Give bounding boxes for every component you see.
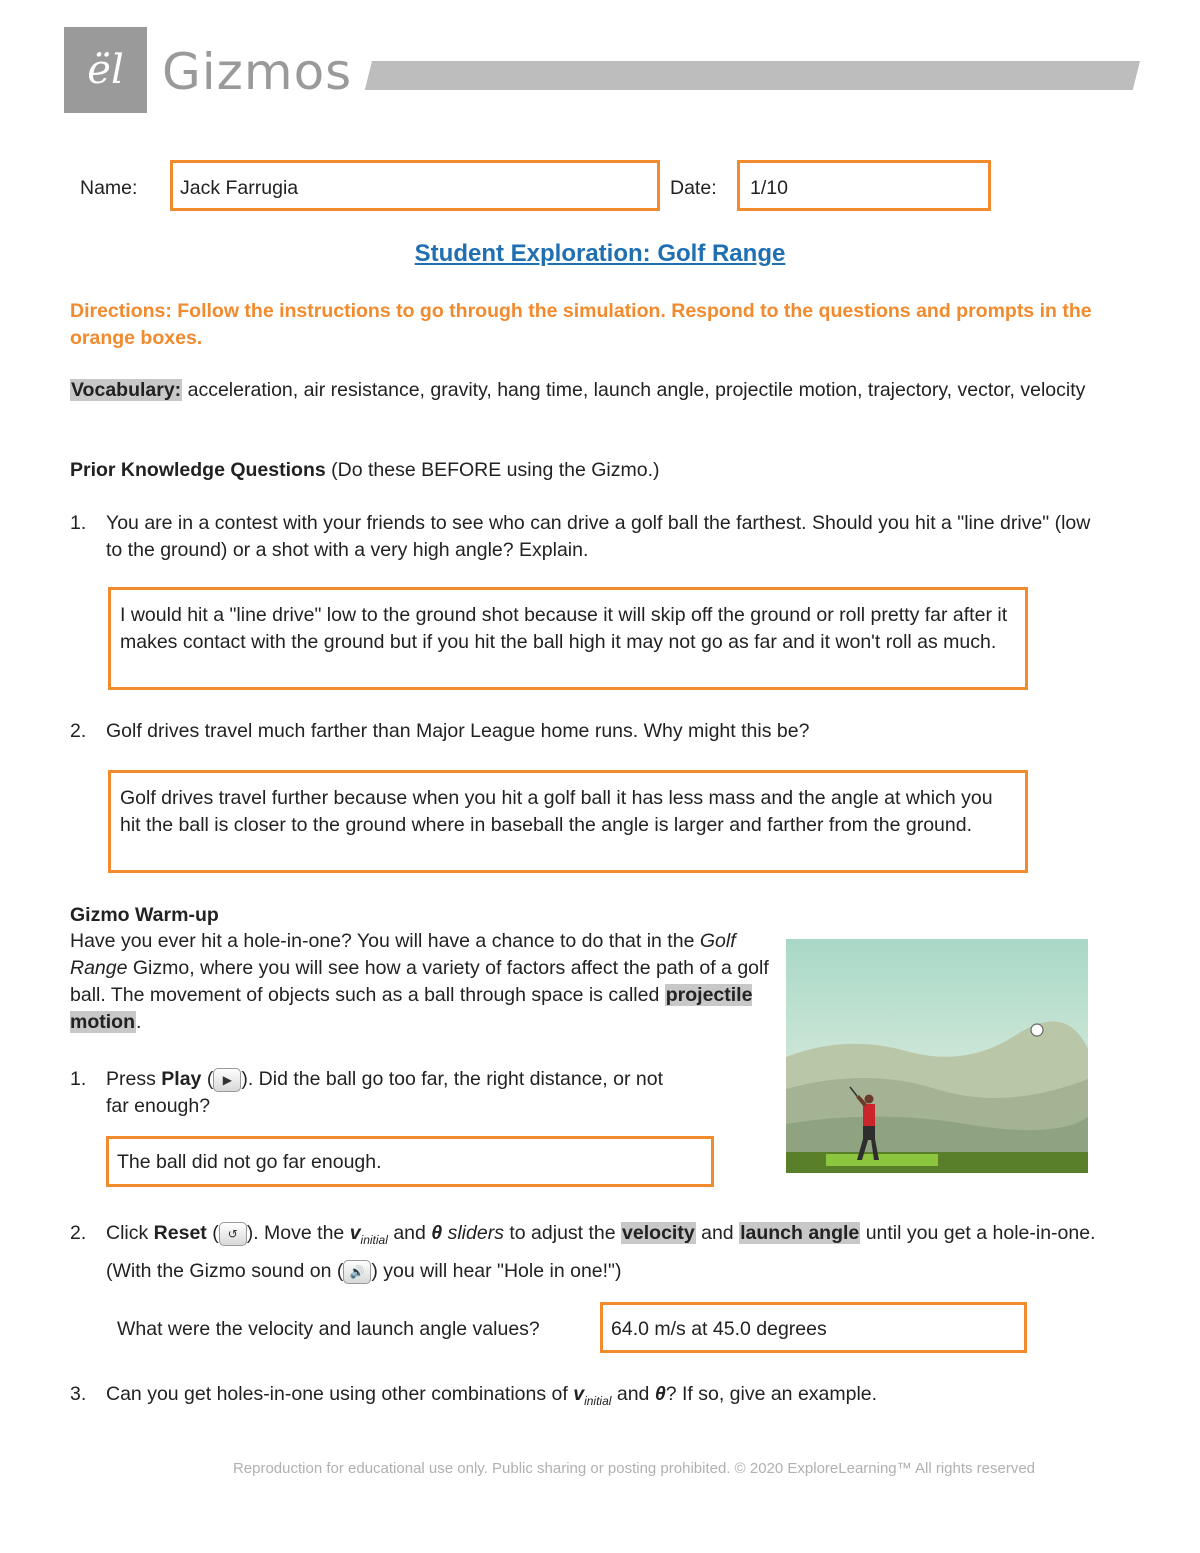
warmup-q3-sub: initial xyxy=(584,1393,612,1408)
warmup-q1-play: Play xyxy=(161,1068,202,1090)
warmup-q3-theta: θ xyxy=(654,1383,666,1405)
prior-q1-text: You are in a contest with your friends to see who can drive a golf ball the farthest. Should you hit a "line drive" (low to the ground) or a shot with a very high angle? Explain. xyxy=(106,512,1091,561)
warmup-q3-and: and xyxy=(616,1383,650,1405)
warmup-q3-part2: ? If so, give an example. xyxy=(665,1383,878,1405)
page-title: Student Exploration: Golf Range xyxy=(414,240,786,267)
warmup-a1-text: The ball did not go far enough. xyxy=(117,1151,382,1173)
logo-glyph: ël xyxy=(87,47,124,93)
prior-q2-text: Golf drives travel much farther than Major League home runs. Why might this be? xyxy=(106,720,810,742)
header-bar xyxy=(365,61,1140,90)
warmup-q3-text xyxy=(106,1381,1106,1415)
reset-icon: ↺ xyxy=(219,1222,247,1246)
golf-range-illustration xyxy=(786,939,1088,1173)
warmup-q2-velocity: velocity xyxy=(622,1222,695,1244)
vocabulary-terms: acceleration, air resistance, gravity, hang time, launch angle, projectile motion, trajectory, vector, velocity xyxy=(187,379,1086,401)
warmup-q1-part1: Press xyxy=(106,1068,156,1090)
warmup-heading: Gizmo Warm-up xyxy=(70,904,219,926)
warmup-a1-box[interactable] xyxy=(106,1136,714,1187)
warmup-q3-number: 3. xyxy=(70,1383,87,1405)
warmup-a2-box[interactable] xyxy=(600,1302,1027,1353)
date-value: 1/10 xyxy=(750,177,788,199)
tee-mat xyxy=(826,1154,938,1166)
prior-q1-number: 1. xyxy=(70,512,87,534)
warmup-q2-and: and xyxy=(393,1222,426,1244)
golf-ball xyxy=(1031,1024,1043,1036)
warmup-q2-launch-angle: launch angle xyxy=(740,1222,860,1244)
warmup-q2-prompt: What were the velocity and launch angle values? xyxy=(117,1318,540,1340)
brand-name: Gizmos xyxy=(162,43,353,101)
warmup-q2-number: 2. xyxy=(70,1222,87,1244)
directions: Directions: Follow the instructions to go through the simulation. Respond to the questions and prompts in the orange boxes. xyxy=(70,300,1092,349)
prior-knowledge-heading xyxy=(70,457,660,484)
warmup-q2-part3: to adjust the xyxy=(509,1222,616,1244)
warmup-q2-v: v xyxy=(349,1222,361,1244)
vocabulary xyxy=(70,377,1130,404)
warmup-q2-sub: initial xyxy=(360,1232,388,1247)
sound-icon: 🔊 xyxy=(343,1260,371,1284)
warmup-q3-part1: Can you get holes-in-one using other combinations of xyxy=(106,1383,568,1405)
warmup-intro-gizmo: Golf Range xyxy=(70,930,736,979)
warmup-q2-part4: until you get a hole-in-one. (With the Gizmo sound on ( xyxy=(106,1222,1096,1282)
warmup-intro-part2: Gizmo, where you will see how a variety of factors affect the path of a golf ball. The movement of objects such as a ball through space is called xyxy=(70,957,769,1006)
name-field[interactable] xyxy=(170,160,660,211)
footer: Reproduction for educational use only. Public sharing or posting prohibited. © 2020 ExploreLearning™ All rights reserved xyxy=(232,1460,1036,1477)
warmup-q2-sliders: sliders xyxy=(447,1222,504,1244)
name-value: Jack Farrugia xyxy=(180,177,299,199)
warmup-q2-part2: ). Move the xyxy=(246,1222,345,1244)
warmup-intro: Have you ever hit a hole-in-one? You will have a chance to do that in the Golf Range Gizmo, where you will see how a variety of factors affect the path of a golf ball. The movement of objects such as a ball through space is called projectile motion. xyxy=(70,930,769,1033)
prior-q2-number: 2. xyxy=(70,720,87,742)
warmup-q2-and2: and xyxy=(701,1222,734,1244)
warmup-q1-part2: ). Did the ball go too far, the right distance, or not far enough? xyxy=(106,1068,663,1117)
name-label: Name: xyxy=(80,177,138,199)
warmup-intro-term: projectile motion xyxy=(70,984,753,1033)
prior-a1-text: I would hit a "line drive" low to the ground shot because it will skip off the ground or roll pretty far after it makes contact with the ground but if you hit the ball high it may not go as far and it won't roll as much. xyxy=(120,604,1008,653)
logo xyxy=(64,27,147,113)
warmup-q1-number: 1. xyxy=(70,1068,87,1090)
warmup-q2-text: Click Reset ( ↺ ). Move the $v_{initial}$ and θ sliders to adjust the velocity and launch angle until you get a hole-in-one. (With the Gizmo sound on ( 🔊 ) you will hear "Hole in one!") xyxy=(106,1222,1096,1282)
warmup-intro-part1: Have you ever hit a hole-in-one? You will have a chance to do that in the xyxy=(70,930,695,952)
warmup-q2-part5: ) you will hear "Hole in one!") xyxy=(371,1259,622,1282)
warmup-a2-text: 64.0 m/s at 45.0 degrees xyxy=(611,1318,827,1340)
date-field[interactable] xyxy=(737,160,991,211)
prior-note: (Do these BEFORE using the Gizmo.) xyxy=(331,459,660,481)
prior-heading: Prior Knowledge Questions xyxy=(70,459,326,481)
warmup-q3-v: v xyxy=(573,1383,585,1405)
warmup-q2-theta: θ xyxy=(431,1222,443,1244)
warmup-q2-reset: Reset xyxy=(153,1222,207,1244)
golf-scene-svg xyxy=(786,939,1088,1173)
prior-a1-box[interactable] xyxy=(108,587,1028,690)
play-icon: ▶ xyxy=(213,1068,241,1092)
vocabulary-label: Vocabulary: xyxy=(71,379,182,401)
warmup-q2-part1: Click xyxy=(106,1222,149,1244)
warmup-q1-text: Press Play ( ▶ ). Did the ball go too far, the right distance, or not far enough? xyxy=(106,1068,663,1117)
prior-a2-box[interactable] xyxy=(108,770,1028,873)
prior-a2-text: Golf drives travel further because when you hit a golf ball it has less mass and the angle at which you hit the ball is closer to the ground where in baseball the angle is larger and farther from the ground. xyxy=(120,787,993,836)
date-label: Date: xyxy=(670,177,717,199)
